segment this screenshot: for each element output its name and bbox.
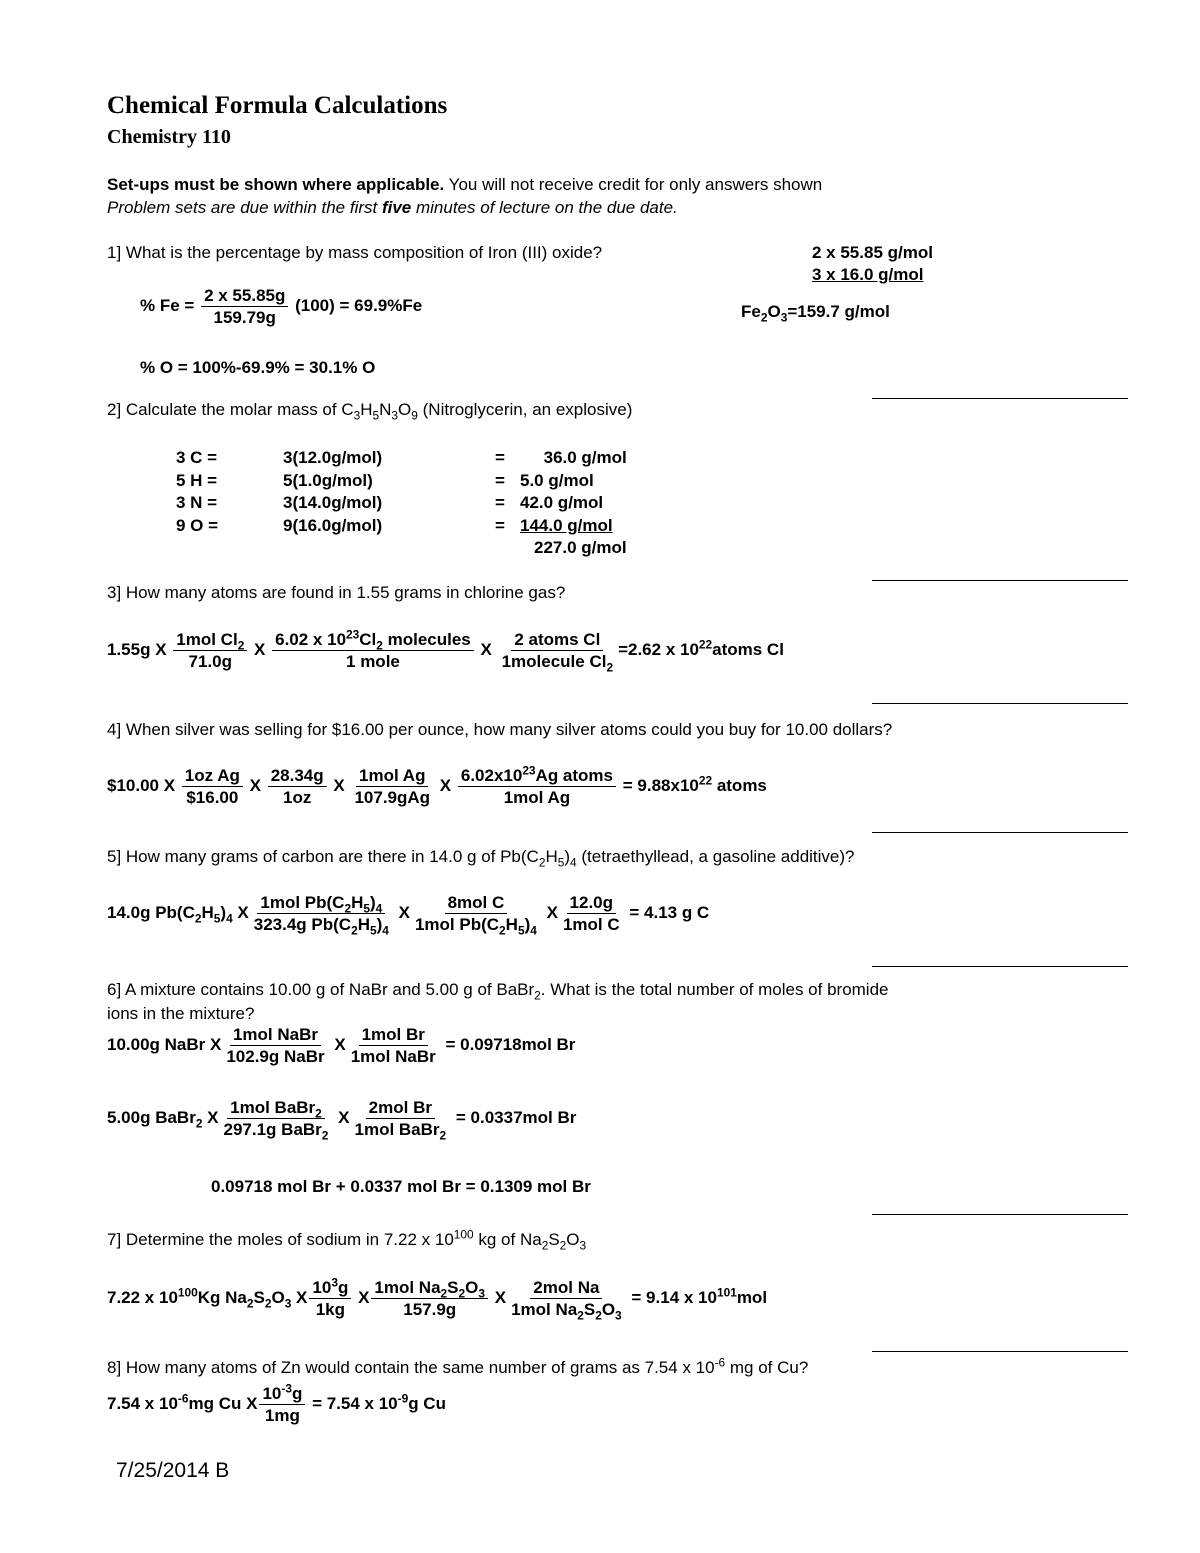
q2-calc: 5(1.0g/mol) [283, 470, 373, 490]
answer-line-2 [872, 580, 1128, 581]
q3-result-exp: 22 [698, 637, 713, 652]
q1-fraction [201, 286, 288, 327]
q7-f3-den: 1mol Na [511, 1300, 578, 1319]
q6-l1-f1-den: 102.9g NaBr [226, 1047, 325, 1066]
q4-result-b: atoms [712, 775, 767, 795]
q2-total: 227.0 g/mol [534, 538, 627, 558]
q5-result: = 4.13 g C [629, 902, 710, 922]
answer-line-4 [872, 832, 1128, 833]
q7-question: 7] Determine the moles of sodium in 7.22 x $10^{100}$ kg of $Na_2S_2O_3$ [107, 1227, 587, 1253]
q5-question: 5] How many grams of carbon are there in 14.0 g of $Pb(C_2H_5)_4$ (tetraethyllead, a gasoline additive)? [107, 847, 855, 870]
q8-question [107, 1355, 809, 1378]
q2-eq: = [495, 515, 505, 535]
q6-l2-start: 5.00g BaBr [107, 1107, 196, 1127]
q3-f3-den: 1molecule Cl [501, 652, 607, 671]
q1-molar-mass: $Fe_2O_3=159.7$ g/mol [741, 302, 890, 325]
q3-times: X [254, 639, 266, 659]
q2-el: 9 O = [176, 515, 219, 535]
q4-f1-den: $16.00 [186, 788, 239, 807]
instructions-line2-b: minutes of lecture on the due date. [411, 198, 678, 217]
q1-rhs: (100) = 69.9%Fe [295, 295, 423, 315]
q3-equation [107, 627, 784, 675]
q7-question-exp: 100 [453, 1227, 474, 1242]
table-row [176, 515, 627, 538]
q5-f1-num: 1mol Pb(C [260, 893, 345, 912]
q2-el: 5 H = [176, 470, 218, 490]
q7-fraction-1 [309, 1275, 351, 1319]
q8-fraction-1 [259, 1381, 305, 1425]
instructions-line1 [107, 175, 822, 195]
q7-f1-num-b: g [337, 1278, 349, 1297]
q2-val: 36.0 g/mol [520, 448, 627, 468]
q1-numerator: 2 x 55.85g [201, 286, 288, 307]
q3-question: 3] How many atoms are found in 1.55 grams in chlorine gas? [107, 583, 566, 602]
q8-result-b: g Cu [408, 1393, 446, 1413]
q4-f4-den: 1mol Ag [503, 788, 571, 807]
q4-f3-den: 107.9gAg [354, 788, 431, 807]
q4-f2-den: 1oz [283, 788, 312, 807]
q7-f1-den: 1kg [315, 1300, 345, 1319]
q2-val: 5.0 g/mol [520, 470, 594, 490]
q2-eq: = [495, 448, 505, 468]
q4-fraction-2 [268, 766, 327, 807]
q7-start-b: Kg Na [197, 1287, 247, 1307]
table-row [176, 470, 627, 493]
q6-l1-start: 10.00g NaBr X [107, 1034, 222, 1054]
q6-sum: 0.09718 mol Br + 0.0337 mol Br = 0.1309 mol Br [211, 1177, 591, 1196]
answer-line-3 [872, 703, 1128, 704]
q6-equation-babr2: 5.00g BaBr$_2$ X $\frac{1mol BaBr_2}{297.1g BaBr_2}$ X $\frac{\text{2mol Br}}{1mol BaBr_2}$ = 0.0337mol Br [107, 1098, 577, 1143]
q4-fraction-3 [351, 766, 433, 807]
q2-eq: = [495, 470, 505, 490]
q2-question-b: (Nitroglycerin, an explosive) [417, 400, 633, 419]
q7-fraction-3: $\frac{\text{2mol Na}}{1mol Na_2S_2O_3}$ [511, 1278, 622, 1323]
q3-f2-num-a: 6.02 x 10 [275, 630, 347, 649]
q4-f1-num: 1oz Ag [182, 766, 243, 787]
q6-question-b: . What is the total number of moles of bromide [540, 980, 889, 999]
q5-fraction-2: $\frac{\text{8mol C}}{1mol Pb(C_2H_5)_4}$ [414, 893, 537, 938]
q8-question-b: mg of Cu? [725, 1358, 809, 1377]
q6-l2-fraction-1: $\frac{1mol BaBr_2}{297.1g BaBr_2}$ [223, 1098, 329, 1143]
q2-question: 2] Calculate the molar mass of $C_3H_5N_3O_9$ (Nitroglycerin, an explosive) [107, 400, 633, 423]
q5-fraction-1: $\frac{1mol Pb(C_2H_5)_4}{323.4g Pb(C_2H_5)_4}$ [253, 893, 389, 938]
q7-start-a: 7.22 x 10 [107, 1287, 178, 1307]
q6-l1-fraction-2 [348, 1025, 439, 1066]
q4-fraction-4 [458, 763, 616, 807]
q3-fraction-3: $\frac{\text{2 atoms Cl}}{1molecule Cl_2}$ [501, 630, 614, 675]
q1-side-o: 3 x 16.0 g/mol [812, 265, 924, 284]
q3-f1-den: 71.0g [188, 652, 233, 671]
q3-f2-num-b: Cl [359, 630, 377, 649]
q5-f3-den: 1mol C [562, 915, 620, 934]
q4-equation: $10.00 X $\frac{\text{1oz Ag}}{\$16.00}$ X $\frac{28.34g}{1oz}$ X $\frac{\text{1mol Ag}}{\text{107.9gAg}}$ X $\frac{6.02x10^{23}Ag atoms}{\text{1mol Ag}}$ = $9.88x10^{22}$ atoms [107, 763, 767, 807]
q7-f3-num: 2mol Na [530, 1278, 602, 1299]
q6-l2-f2-den: 1mol BaBr [354, 1120, 440, 1139]
q5-start: 14.0g Pb(C [107, 902, 195, 922]
q5-f3-num: 12.0g [567, 893, 616, 914]
q3-f2-num-c: molecules [382, 630, 471, 649]
q6-l2-fraction-2: $\frac{\text{2mol Br}}{1mol BaBr_2}$ [354, 1098, 447, 1143]
q8-start-b: mg Cu X [188, 1393, 258, 1413]
instructions-line2 [107, 198, 678, 218]
q5-f2-den: 1mol Pb(C [414, 915, 500, 934]
q3-f3-num: 2 atoms Cl [511, 630, 603, 651]
footer-date: 7/25/2014 B [116, 1459, 230, 1482]
table-row [176, 492, 627, 515]
q4-start: $10.00 X [107, 775, 176, 795]
q6-question-line2: ions in the mixture? [107, 1004, 255, 1023]
q6-l2-result: = 0.0337mol Br [455, 1107, 577, 1127]
q6-l2-f2-num: 2mol Br [366, 1098, 435, 1119]
answer-line-5 [872, 966, 1128, 967]
page-subtitle: Chemistry 110 [107, 126, 231, 148]
q7-f1-num-a: 10 [312, 1278, 332, 1297]
q8-f1-num-b: g [291, 1384, 303, 1403]
q6-l1-f2-den: 1mol NaBr [350, 1047, 436, 1066]
q2-question-a: 2] Calculate the molar mass of C [107, 400, 354, 419]
q7-start-exp: 100 [177, 1285, 198, 1300]
answer-line-6 [872, 1214, 1128, 1215]
q6-l1-f2-num: 1mol Br [359, 1025, 428, 1046]
q5-question-a: 5] How many grams of carbon are there in 14.0 g of Pb(C [107, 847, 539, 866]
q2-val: 144.0 g/mol [520, 515, 613, 535]
q8-result-exp: -9 [397, 1391, 409, 1406]
q7-f1-exp: 3 [331, 1275, 338, 1290]
q7-question-a: 7] Determine the moles of sodium in 7.22 x 10 [107, 1230, 454, 1249]
q3-fraction-1: $\frac{1mol Cl_2}{71.0g}$ [173, 630, 247, 671]
q4-fraction-1 [182, 766, 243, 807]
instructions-normal: You will not receive credit for only answers shown [444, 175, 823, 194]
q6-l1-result: = 0.09718mol Br [445, 1034, 576, 1054]
q8-start-a: 7.54 x 10 [107, 1393, 178, 1413]
q4-f4-num-b: Ag atoms [535, 766, 614, 785]
q2-calc: 3(14.0g/mol) [283, 493, 383, 513]
q3-f2-den: 1 mole [346, 652, 400, 671]
q8-f1-exp: -3 [281, 1381, 292, 1396]
q4-question: 4] When silver was selling for $16.00 per ounce, how many silver atoms could you buy for 10.00 dollars? [107, 720, 893, 739]
q8-equation [107, 1381, 446, 1425]
q2-eq: = [495, 493, 505, 513]
answer-line-1 [872, 398, 1128, 399]
q8-result-a: = 7.54 x 10 [312, 1393, 398, 1413]
q1-oxygen: % O = 100%-69.9% = 30.1% O [140, 358, 376, 377]
q8-f1-den: 1mg [264, 1406, 300, 1425]
q1-denominator: 159.79g [213, 308, 276, 327]
q3-f2-exp: 23 [346, 627, 360, 642]
q1-fe-equation [140, 286, 422, 327]
table-row [176, 537, 627, 560]
q6-question-line1: 6] A mixture contains 10.00 g of NaBr and 5.00 g of BaBr$_2$. What is the total number of moles of bromide [107, 980, 889, 1003]
q3-fraction-2: $\frac{6.02 x 10^{23}Cl_2 molecules}{\text{1 mole}}$ [272, 630, 474, 671]
q7-result-exp: 101 [716, 1285, 737, 1300]
q7-f2-den: 157.9g [403, 1300, 457, 1319]
answer-line-7 [872, 1351, 1128, 1352]
q3-result-a: =2.62 x 10 [618, 639, 699, 659]
q5-question-b: (tetraethyllead, a gasoline additive)? [576, 847, 855, 866]
q8-start-exp: -6 [177, 1391, 189, 1406]
q3-f1-num: 1mol Cl [176, 630, 238, 649]
q2-calc: 9(16.0g/mol) [283, 515, 383, 535]
instructions-bold: Set-ups must be shown where applicable. [107, 175, 445, 194]
q4-f4-num-a: 6.02x10 [460, 766, 523, 785]
q3-start: 1.55g X [107, 639, 167, 659]
q8-question-exp: -6 [714, 1355, 726, 1370]
q8-f1-num-a: 10 [262, 1384, 282, 1403]
q2-el: 3 N = [176, 493, 218, 513]
q7-question-b: kg of Na [473, 1230, 542, 1249]
q2-calc: 3(12.0g/mol) [283, 448, 383, 468]
q8-question-a: 8] How many atoms of Zn would contain the same number of grams as 7.54 x 10 [107, 1358, 715, 1377]
q7-fraction-2: $\frac{1mol Na_2S_2O_3}{157.9g}$ [371, 1278, 488, 1319]
table-row [176, 447, 627, 470]
q4-result-exp: 22 [698, 773, 713, 788]
q2-el: 3 C = [176, 448, 218, 468]
q6-l2-f1-num: 1mol BaBr [230, 1098, 316, 1117]
q2-calc-table [176, 447, 627, 560]
q7-result-b: mol [736, 1287, 768, 1307]
q4-result-a: = 9.88x10 [622, 775, 699, 795]
q1-side-fe: 2 x 55.85 g/mol [812, 243, 933, 262]
q4-f3-num: 1mol Ag [356, 766, 428, 787]
q5-fraction-3 [560, 893, 623, 934]
q6-l2-f1-den: 297.1g BaBr [223, 1120, 322, 1139]
q4-f4-exp: 23 [522, 763, 536, 778]
q2-val: 42.0 g/mol [520, 493, 604, 513]
q7-f2-num: 1mol Na [374, 1278, 441, 1297]
q6-l1-fraction-1 [223, 1025, 327, 1066]
q4-f2-num: 28.34g [268, 766, 327, 787]
q1-question: 1] What is the percentage by mass composition of Iron (III) oxide? [107, 243, 603, 262]
instructions-line2-a: Problem sets are due within the first [107, 198, 382, 217]
q5-f2-num: 8mol C [445, 893, 508, 914]
q6-l1-f1-num: 1mol NaBr [230, 1025, 321, 1046]
q3-times: X [480, 639, 492, 659]
q6-question-a: 6] A mixture contains 10.00 g of NaBr and 5.00 g of BaBr [107, 980, 535, 999]
q5-f1-den: 323.4g Pb(C [253, 915, 352, 934]
page-title: Chemical Formula Calculations [107, 92, 448, 119]
q7-result-a: = 9.14 x 10 [631, 1287, 717, 1307]
q5-equation: 14.0g $Pb(C_2H_5)_4$ X $\frac{1mol Pb(C_2H_5)_4}{323.4g Pb(C_2H_5)_4}$ X $\frac{\text{8mol C}}{1mol Pb(C_2H_5)_4}$ X $\frac{12.0g}{\text{1mol C}}$ = 4.13 g C [107, 893, 710, 938]
q3-result-b: atoms Cl [712, 639, 784, 659]
q1-lhs: % Fe = [140, 295, 195, 315]
q7-equation: 7.22 x $10^{100}Kg$ $Na_2S_2O_3$ X $\frac{10^3g}{1kg}$ X $\frac{1mol Na_2S_2O_3}{157.9g}$ X $\frac{\text{2mol Na}}{1mol Na_2S_2O_3}$ = 9.14 x $10^{101}mol$ [107, 1275, 768, 1323]
instructions-five: five [381, 198, 412, 217]
q6-equation-nabr: 10.00g NaBr X $\frac{\text{1mol NaBr}}{\text{102.9g NaBr}}$ X $\frac{\text{1mol Br}}{\text{1mol NaBr}}$ = 0.09718mol Br [107, 1025, 576, 1066]
